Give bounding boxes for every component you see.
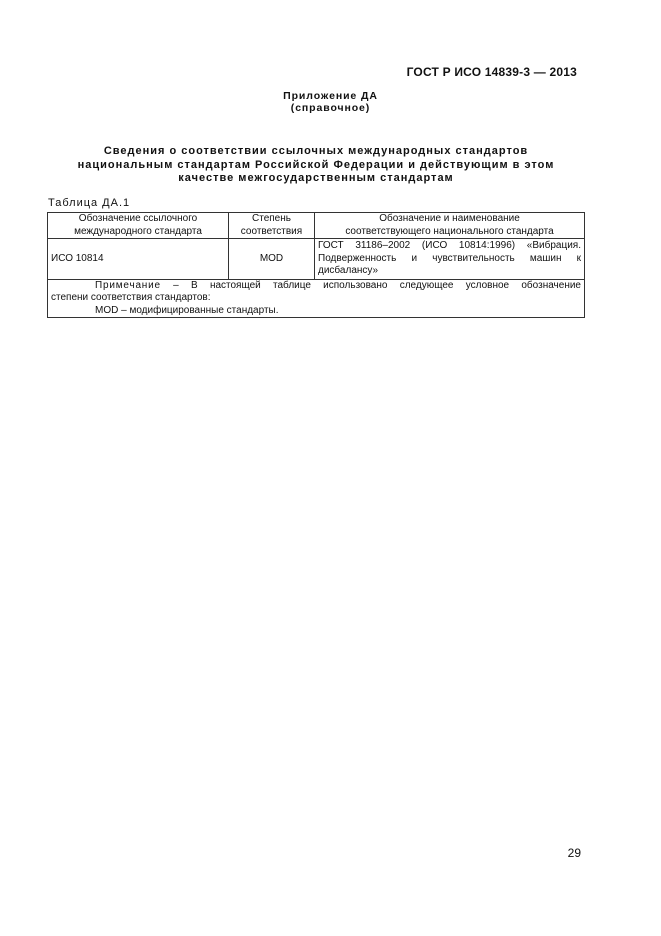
note-label: Примечание [95,279,161,291]
header-line: соответствия [240,225,303,237]
cell-national-standard [315,239,585,280]
header-line: соответствующего национального стандарта [345,225,554,237]
note-line: степени соответствия стандартов: [51,292,211,303]
appendix-heading [0,90,661,114]
header-designation [48,213,229,239]
section-title [48,145,584,186]
cell-designation: ИСО 10814 [48,239,229,280]
note-text: – В настоящей таблице использовано следующее условное обозначение [173,279,581,291]
header-line: Степень [252,213,291,224]
header-degree [229,213,315,239]
title-line: качестве межгосударственным стандартам [178,172,454,184]
appendix-subtitle: (справочное) [290,102,371,114]
appendix-title: Приложение ДА [283,90,378,102]
page-number: 29 [567,846,581,860]
table-note-row [48,279,585,318]
table-row [48,239,585,280]
table-header-row [48,213,585,239]
correspondence-table [47,212,585,318]
header-line: международного стандарта [74,225,202,237]
cell-degree: MOD [229,239,315,280]
note-line [51,280,581,293]
title-line: национальным стандартам Российской Федерации и действующим в этом [77,158,555,171]
header-national-standard [315,213,585,239]
note-line: MOD – модифицированные стандарты. [95,304,279,316]
table-caption: Таблица ДА.1 [48,197,131,209]
national-line: ГОСТ 31186–2002 (ИСО 10814:1996) «Вибрация. [318,240,581,251]
table-note [48,279,585,318]
document-code: ГОСТ Р ИСО 14839-3 — 2013 [406,65,577,79]
header-line: Обозначение и наименование [379,213,520,224]
national-line: дисбалансу» [318,265,379,276]
title-line: Сведения о соответствии ссылочных международных стандартов [103,145,529,157]
national-line: Подверженность и чувствительность машин к [318,252,581,264]
header-line: Обозначение ссылочного [78,213,198,224]
